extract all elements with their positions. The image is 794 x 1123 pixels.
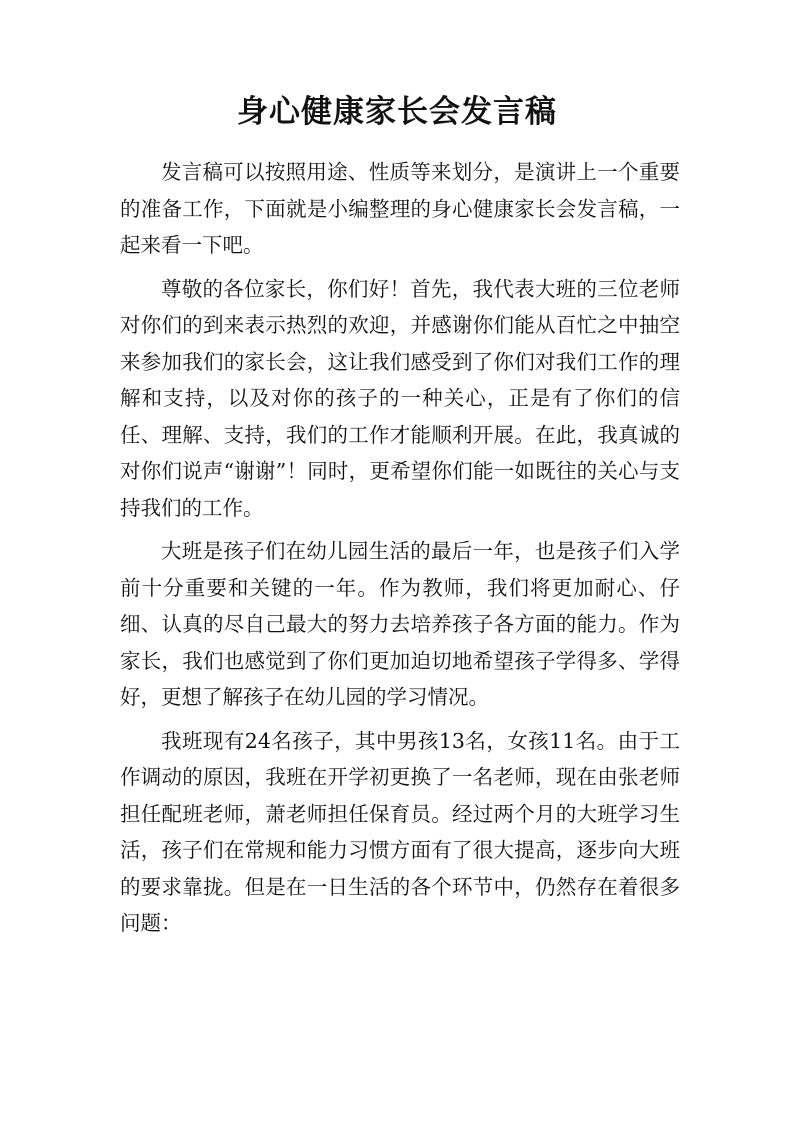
document-title: 身心健康家长会发言稿 [237,94,557,130]
paragraph-greeting: 尊敬的各位家长，你们好！首先，我代表大班的三位老师对你们的到来表示热烈的欢迎，并感谢你们能从百忙之中抽空来参加我们的家长会，这让我们感受到了你们对我们工作的理解和支持，以及对你的孩子的一种关心，正是有了你们的信任、理解、支持，我们的工作才能顺利开展。在此，我真诚的对你们说声“谢谢”！同时，更希望你们能一如既往的关心与支持我们的工作。 [120,276,680,520]
paragraph-class-status: 我班现有24名孩子，其中男孩13名，女孩11名。由于工作调动的原因，我班在开学初更换了一名老师，现在由张老师担任配班老师，萧老师担任保育员。经过两个月的大班学习生活，孩子们在常规和能力习惯方面有了很大提高，逐步向大班的要求靠拢。但是在一日生活的各个环节中，仍然存在着很多问题： [120,728,680,935]
paragraph-intro: 发言稿可以按照用途、性质等来划分，是演讲上一个重要的准备工作，下面就是小编整理的身心健康家长会发言稿，一起来看一下吧。 [120,160,680,257]
document-body [120,154,680,942]
paragraph-class-overview: 大班是孩子们在幼儿园生活的最后一年，也是孩子们入学前十分重要和关键的一年。作为教师，我们将更加耐心、仔细、认真的尽自己最大的努力去培养孩子各方面的能力。作为家长，我们也感觉到了你们更加迫切地希望孩子学得多、学得好，更想了解孩子在幼儿园的学习情况。 [120,539,680,709]
